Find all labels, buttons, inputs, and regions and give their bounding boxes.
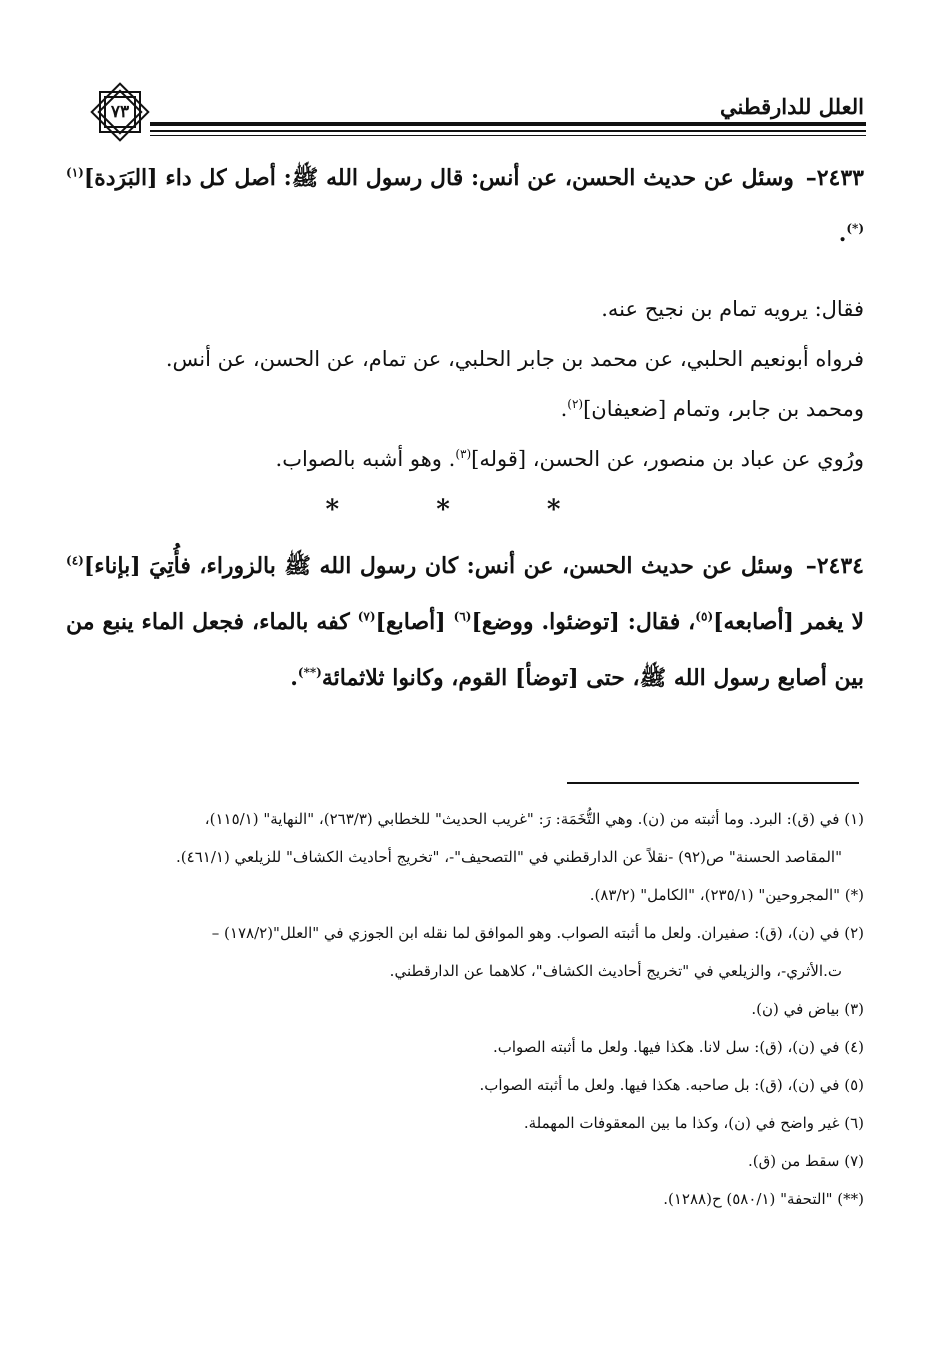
- header-rule: [150, 130, 866, 132]
- footnote-ref: (٤): [66, 553, 84, 568]
- footnote: (٧) سقط من (ق).: [747, 1152, 864, 1170]
- footnote-divider: [567, 782, 859, 784]
- page-header: [0, 70, 930, 150]
- footnote-ref: (٧): [357, 609, 376, 624]
- footnote: (٤) في (ن)، (ق): سل لانا. هكذا فيها. ولعل ما أثبته الصواب.: [492, 1038, 864, 1056]
- hadith-text: وسئل عن حديث الحسن، عن أنس: قال رسول الله ﷺ: أصل كل داء [البَرَدة]: [83, 165, 794, 191]
- footnote-ref: (١)(*): [66, 165, 864, 236]
- commentary-line: ورُوي عن عباد بن منصور، عن الحسن، [قوله]$^{(٣)}$. وهو أشبه بالصواب.: [275, 447, 864, 471]
- footnote: (٣) بياض في (ن).: [751, 1000, 864, 1018]
- footnote: (٦) غير واضح في (ن)، وكذا ما بين المعقوفات المهملة.: [523, 1114, 864, 1132]
- footnote: (١) في (ق): البرد. وما أثبته من (ن). وهي التُّخَمَة: رَ: "غريب الحديث" للخطابي (٢٦٣/٣)، "النهاية" (١١٥/١)، "المقاصد الحسنة" ص(٩٢) -نقلاً عن الدارقطني في "التصحيف"-، "تخريج أحاديث الكشاف" للزيلعي (٤٦١/١).: [176, 810, 864, 866]
- commentary-line: فرواه أبونعيم الحلبي، عن محمد بن جابر الحلبي، عن تمام، عن الحسن، عن أنس.: [165, 347, 864, 371]
- hadith-number: ٢٤٣٣–: [805, 165, 864, 191]
- hadith-2434: ٢٤٣٤– وسئل عن حديث الحسن، عن أنس: كان رسول الله ﷺ بالزوراء، فأُتِيَ [بإناء]$^{(٤)}$ لا يغمر [أصابعه]$^{(٥)}$، فقال: [توضئوا. ووضع]$^{(٦)}$ [أصابع]$^{(٧)}$ كفه بالماء، فجعل الماء ينبع من بين أصابع رسول الله ﷺ، حتى [توضأ] القوم، وكانوا ثلاثمائة(**).: [66, 553, 865, 691]
- footnote: (**) "التحفة" (٥٨٠/١) ح(١٢٨٨).: [663, 1190, 864, 1208]
- commentary-2433: [66, 284, 864, 484]
- footnote-ref: (٦): [453, 609, 472, 624]
- footnote-ref: (٣): [455, 447, 472, 461]
- hadith-2433: ٢٤٣٣– وسئل عن حديث الحسن، عن أنس: قال رسول الله ﷺ: أصل كل داء [البَرَدة]$^{(١)(*)}$.: [66, 165, 864, 247]
- footnote-ref: (٥): [695, 609, 714, 624]
- footnote-ref: (**): [297, 665, 322, 680]
- footnote: (٥) في (ن)، (ق): بل صاحبه. هكذا فيها. ولعل ما أثبته الصواب.: [479, 1076, 864, 1094]
- section-separator: * * *: [325, 495, 605, 525]
- footnotes: [72, 800, 864, 1218]
- footnote: (*) "المجروحين" (٢٣٥/١)، "الكامل" (٨٣/٢).: [589, 886, 864, 904]
- hadith-number: ٢٤٣٤–: [805, 553, 864, 579]
- header-rule: [150, 135, 866, 136]
- header-rule: [150, 122, 866, 126]
- page-number-badge: [86, 78, 154, 146]
- commentary-line: ومحمد بن جابر، وتمام [ضعيفان]$^{(٢)}$.: [560, 397, 864, 421]
- book-title: العلل للدارقطني: [720, 94, 864, 119]
- page-number: ٧٣: [110, 102, 130, 122]
- footnote-ref: (٢): [567, 397, 584, 411]
- commentary-line: فقال: يرويه تمام بن نجيح عنه.: [601, 297, 864, 321]
- footnote: (٢) في (ن)، (ق): صفيران. ولعل ما أثبته الصواب. وهو الموافق لما نقله ابن الجوزي في "العلل"(١٧٨/٢) – ت.الأثري-، والزيلعي في "تخريج أحاديث الكشاف"، كلاهما عن الدارقطني.: [211, 924, 864, 980]
- main-text: [66, 150, 864, 706]
